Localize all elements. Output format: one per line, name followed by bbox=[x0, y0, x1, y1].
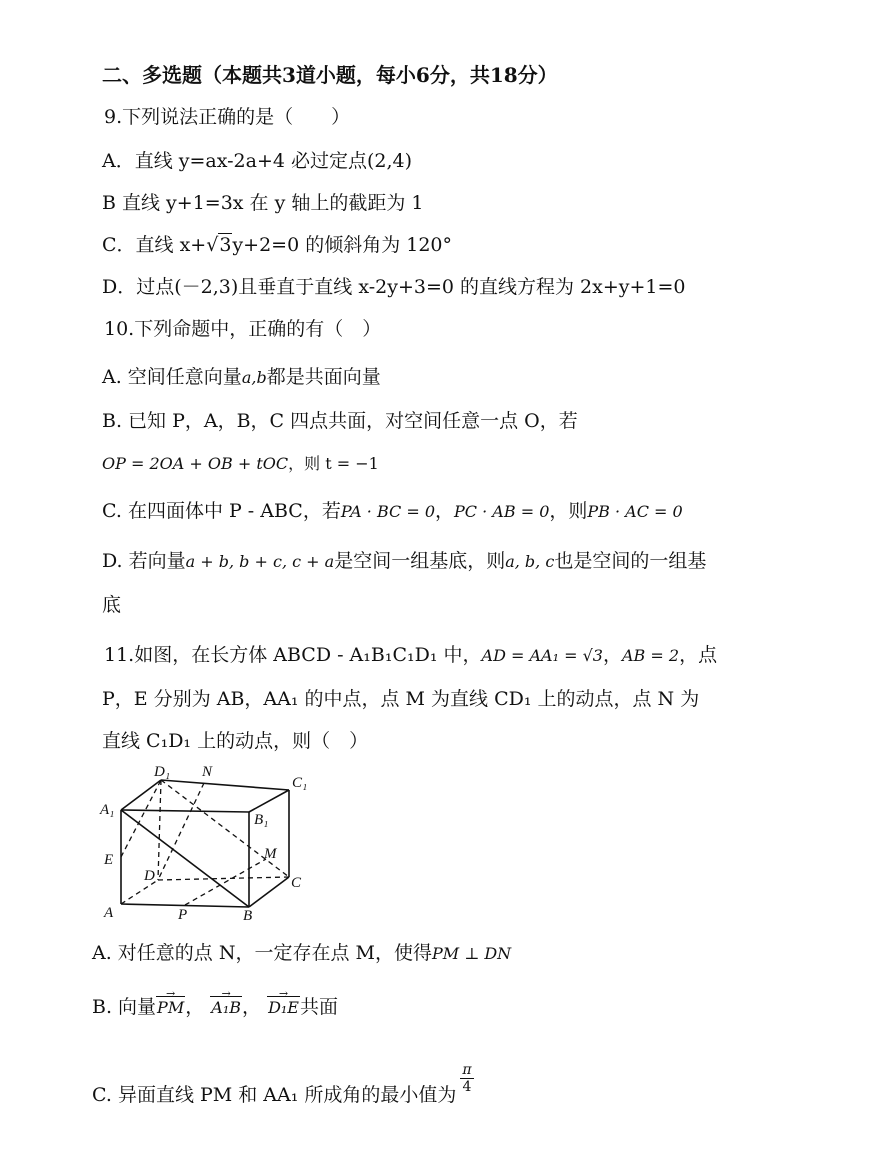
q10-option-a-post: 都是共面向量 bbox=[266, 366, 381, 388]
edge-a1-d1 bbox=[121, 780, 161, 810]
hidden-segment-p-m bbox=[185, 859, 266, 905]
fraction-denominator: 4 bbox=[462, 1079, 472, 1095]
q10-option-a-pre: A. 空间任意向量 bbox=[102, 366, 242, 388]
cuboid-figure bbox=[96, 762, 336, 932]
q10-option-d-vectors-1: a + b, b + c, c + a bbox=[185, 552, 335, 571]
edge-b-c bbox=[249, 877, 289, 907]
hidden-edge-d-c bbox=[158, 877, 289, 880]
label-c1: C₁ bbox=[292, 775, 308, 791]
q10-option-a bbox=[102, 364, 381, 391]
q11-condition: AD = AA₁ = √3 bbox=[481, 646, 603, 665]
label-a1: A₁ bbox=[100, 802, 115, 818]
label-d1: D₁ bbox=[154, 764, 171, 780]
q11-option-a-formula: PM ⊥ DN bbox=[431, 944, 512, 963]
q11-option-b-post: 共面 bbox=[299, 996, 338, 1018]
q11-option-b-pre: B. 向量 bbox=[92, 996, 157, 1018]
label-p: P bbox=[178, 907, 188, 923]
hidden-edge-d1-d bbox=[158, 780, 161, 880]
label-d: D bbox=[144, 868, 155, 884]
label-m: M bbox=[264, 846, 277, 862]
q11-vector-d1e: D₁E → bbox=[267, 995, 300, 1021]
q11-sep: ， bbox=[602, 644, 622, 666]
q10-option-c-formula-2: PC · AB = 0 bbox=[454, 502, 550, 521]
q11-vector-pm: PM → bbox=[156, 995, 185, 1021]
label-n: N bbox=[202, 764, 213, 780]
q10-option-b-line1: B. 已知 P，A，B，C 四点共面，对空间任意一点 O，若 bbox=[102, 410, 578, 432]
q10-option-c-pre: C. 在四面体中 P - ABC，若 bbox=[102, 500, 341, 522]
edge-c1-b1 bbox=[249, 790, 289, 812]
q11-option-b-sep-1: ， bbox=[185, 996, 205, 1018]
q11-line2: P，E 分别为 AB，AA₁ 的中点，点 M 为直线 CD₁ 上的动点，点 N 为 bbox=[102, 688, 700, 710]
q11-option-c bbox=[92, 1062, 474, 1108]
q10-option-b-formula: OP = 2OA + OB + tOC bbox=[102, 454, 289, 473]
label-a: A bbox=[104, 905, 114, 921]
q10-option-c bbox=[102, 498, 683, 525]
q9-option-c-pre: C．直线 x+ bbox=[102, 234, 207, 256]
q10-option-c-then: ，则 bbox=[549, 500, 588, 522]
q11-option-c-pre: C. 异面直线 PM 和 AA₁ 所成角的最小值为 bbox=[92, 1084, 457, 1106]
q9-option-a: A．直线 y=ax-2a+4 必过定点(2,4) bbox=[102, 150, 413, 172]
hidden-segment-e-d1 bbox=[121, 780, 161, 857]
q10-option-d-pre: D. 若向量 bbox=[102, 550, 186, 572]
q10-option-c-formula-1: PA · BC = 0 bbox=[340, 502, 436, 521]
q11-line3: 直线 C₁D₁ 上的动点，则（ ） bbox=[102, 730, 369, 752]
q9-option-d: D．过点(－2,3)且垂直于直线 x-2y+3=0 的直线方程为 2x+y+1=0 bbox=[102, 276, 686, 298]
edge-a1-b1 bbox=[121, 810, 249, 812]
q9-option-c-post: y+2=0 的倾斜角为 120° bbox=[232, 234, 453, 256]
q9-option-c-root: 3 bbox=[219, 234, 232, 256]
q11-option-b-sep-2: ， bbox=[242, 996, 262, 1018]
label-e: E bbox=[104, 852, 114, 868]
q10-option-b-result: ，则 t = −1 bbox=[288, 454, 379, 473]
sqrt-sign: √3 bbox=[206, 234, 232, 256]
section-title: 二、多选题（本题共3道小题，每小6分，共18分） bbox=[102, 63, 558, 87]
q11-option-b bbox=[92, 994, 338, 1021]
q11-line1-pre: 11.如图，在长方体 ABCD - A₁B₁C₁D₁ 中， bbox=[104, 644, 482, 666]
q10-option-c-sep: ， bbox=[435, 500, 455, 522]
q10-stem: 10.下列命题中，正确的有（ ） bbox=[104, 318, 382, 340]
q11-option-a bbox=[92, 940, 511, 967]
fraction-numerator: π bbox=[462, 1062, 472, 1078]
q10-option-d-mid: 是空间一组基底，则 bbox=[334, 550, 506, 572]
q11-line1 bbox=[104, 642, 717, 669]
label-b: B bbox=[243, 908, 253, 924]
q9-option-c bbox=[102, 232, 452, 258]
q11-option-a-pre: A. 对任意的点 N，一定存在点 M，使得 bbox=[92, 942, 432, 964]
q11-line1-post: ，点 bbox=[679, 644, 718, 666]
q10-option-d-vectors-2: a, b, c bbox=[505, 552, 555, 571]
edge-d1-c1 bbox=[161, 780, 289, 790]
q10-option-d-continued: 底 bbox=[102, 594, 122, 616]
q10-option-c-formula-3: PB · AC = 0 bbox=[587, 502, 683, 521]
q10-option-d-post: 也是空间的一组基 bbox=[554, 550, 707, 572]
hidden-segment-n-d bbox=[158, 783, 204, 880]
label-c: C bbox=[291, 875, 302, 891]
q11-ab-length: AB = 2 bbox=[621, 646, 680, 665]
q10-option-a-vectors: a,b bbox=[241, 368, 267, 387]
label-b1: B₁ bbox=[254, 812, 269, 828]
q11-option-c-fraction bbox=[460, 1062, 473, 1095]
q10-option-b-line2 bbox=[102, 450, 379, 477]
q10-option-d bbox=[102, 548, 706, 575]
hidden-segment-d1-c bbox=[161, 780, 289, 877]
q11-vector-a1b: A₁B → bbox=[210, 995, 242, 1021]
q9-option-b: B 直线 y+1=3x 在 y 轴上的截距为 1 bbox=[102, 192, 424, 214]
q9-stem: 9.下列说法正确的是（ ） bbox=[104, 106, 351, 128]
